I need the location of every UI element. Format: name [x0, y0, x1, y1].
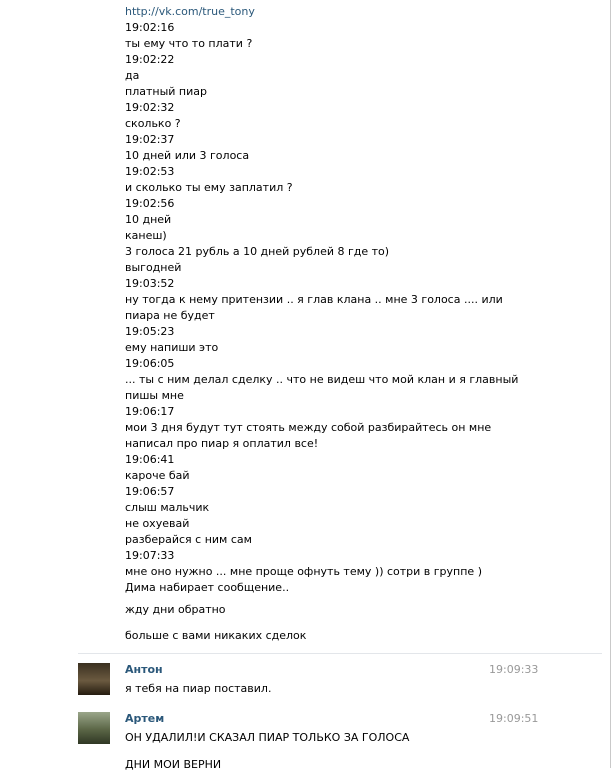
- author-name[interactable]: Антон: [125, 663, 163, 676]
- quote-line: ну тогда к нему притензии .. я глав клана .. мне 3 голоса .... или: [125, 293, 503, 306]
- avatar[interactable]: [78, 663, 110, 695]
- quote-line: платный пиар: [125, 85, 207, 98]
- quote-line-tail-2: больше с вами никаких сделок: [125, 629, 307, 642]
- quote-line: 19:02:56: [125, 197, 175, 210]
- quote-line: 19:05:23: [125, 325, 175, 338]
- quote-line: слыш мальчик: [125, 501, 210, 514]
- separator: [78, 653, 602, 654]
- quote-line: 19:02:32: [125, 101, 175, 114]
- quote-line: 19:02:16: [125, 21, 175, 34]
- quote-line: 19:06:57: [125, 485, 175, 498]
- quote-line: мои 3 дня будут тут стоять между собой разбирайтесь он мне: [125, 421, 492, 434]
- quote-line: 3 голоса 21 рубль а 10 дней рублей 8 где то): [125, 245, 390, 258]
- quote-line: выгодней: [125, 261, 182, 274]
- quote-lines: [125, 20, 595, 596]
- avatar[interactable]: [78, 712, 110, 744]
- quote-line: разберайся с ним сам: [125, 533, 252, 546]
- quote-line: кароче бай: [125, 469, 190, 482]
- quote-line: 19:02:53: [125, 165, 175, 178]
- message-time: 19:09:33: [489, 663, 539, 676]
- quote-line: сколько ?: [125, 117, 181, 130]
- quote-line: и сколько ты ему заплатил ?: [125, 181, 293, 194]
- quote-line: пишы мне: [125, 389, 184, 402]
- quote-line-tail-1: жду дни обратно: [125, 603, 226, 616]
- quote-line: канеш): [125, 229, 167, 242]
- quote-line: 19:06:05: [125, 357, 175, 370]
- quote-line: 19:07:33: [125, 549, 175, 562]
- quote-line: 19:02:22: [125, 53, 175, 66]
- message-time: 19:09:51: [489, 712, 539, 725]
- message-text: я тебя на пиар поставил.: [125, 682, 272, 695]
- quote-line: написал про пиар я оплатил все!: [125, 437, 319, 450]
- quote-line: ему напиши это: [125, 341, 219, 354]
- message-text-continued: ДНИ МОИ ВЕРНИ: [125, 758, 222, 771]
- quote-line: 19:06:41: [125, 453, 175, 466]
- quote-line: не охуевай: [125, 517, 190, 530]
- quote-line: 10 дней или 3 голоса: [125, 149, 250, 162]
- quote-line: пиара не будет: [125, 309, 215, 322]
- quote-line: ты ему что то плати ?: [125, 37, 253, 50]
- quote-line: 19:03:52: [125, 277, 175, 290]
- quote-line: 19:06:17: [125, 405, 175, 418]
- quote-line: мне оно нужно ... мне проще офнуть тему )) сотри в группе ): [125, 565, 482, 578]
- profile-link[interactable]: http://vk.com/true_tony: [125, 5, 255, 18]
- quote-line: да: [125, 69, 140, 82]
- quote-line: ... ты с ним делал сделку .. что не видеш что мой клан и я главный: [125, 373, 519, 386]
- quote-line: 10 дней: [125, 213, 172, 226]
- message-text: ОН УДАЛИЛ!И СКАЗАЛ ПИАР ТОЛЬКО ЗА ГОЛОСА: [125, 731, 410, 744]
- author-name[interactable]: Артем: [125, 712, 165, 725]
- quote-line: Дима набирает сообщение..: [125, 581, 290, 594]
- forwarded-quote: [125, 4, 595, 644]
- quote-line: 19:02:37: [125, 133, 175, 146]
